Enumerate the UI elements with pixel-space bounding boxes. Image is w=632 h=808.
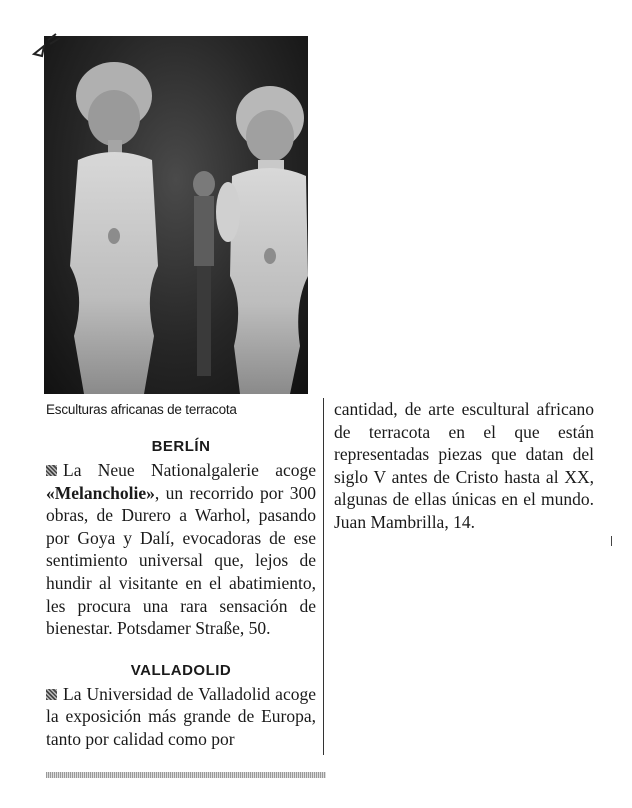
exhibition-title: «Melancholie»: [46, 482, 155, 503]
article-valladolid-body: La Universidad de Valladolid acoge la exposición más grande de Europa, tanto por calidad como por: [46, 683, 316, 749]
bullet-square-icon: [46, 689, 57, 700]
article-berlin-lead: La Neue Nationalgalerie acoge: [63, 460, 316, 480]
article-berlin: [46, 459, 316, 640]
bullet-square-icon: [46, 465, 57, 476]
right-column: [334, 398, 594, 534]
section-title-valladolid: VALLADOLID: [130, 661, 232, 679]
bottom-rule: [46, 772, 326, 778]
center-sculpture: [193, 171, 215, 376]
margin-tick: [611, 536, 612, 546]
corner-stamp-mark: [30, 30, 70, 70]
article-valladolid-continuation: cantidad, de arte escultural africano de terracota en el que están representadas piezas que datan del siglo V antes de Cristo hasta al XX, algunas de ellas únicas en el mundo. Juan Mambrilla, 14.: [334, 399, 594, 532]
section-title-berlin: BERLÍN: [151, 438, 211, 455]
article-valladolid: [46, 683, 316, 751]
right-sculpture: [216, 86, 308, 394]
article-berlin-body: , un recorrido por 300 obras, de Durero a Warhol, pasando por Goya y Dalí, evocadoras de ese sentimiento universal que, lejos de hundir al visitante en el abatimiento, les procura una rara sensación de bienestar. Potsdamer Straße, 50.: [46, 482, 316, 639]
left-sculpture: [70, 62, 158, 394]
terracotta-figures-image: [44, 36, 308, 394]
column-divider: [323, 398, 324, 755]
photo-caption: Esculturas africanas de terracota: [46, 402, 237, 417]
sculpture-photo: [44, 36, 308, 394]
left-column: [46, 438, 316, 751]
